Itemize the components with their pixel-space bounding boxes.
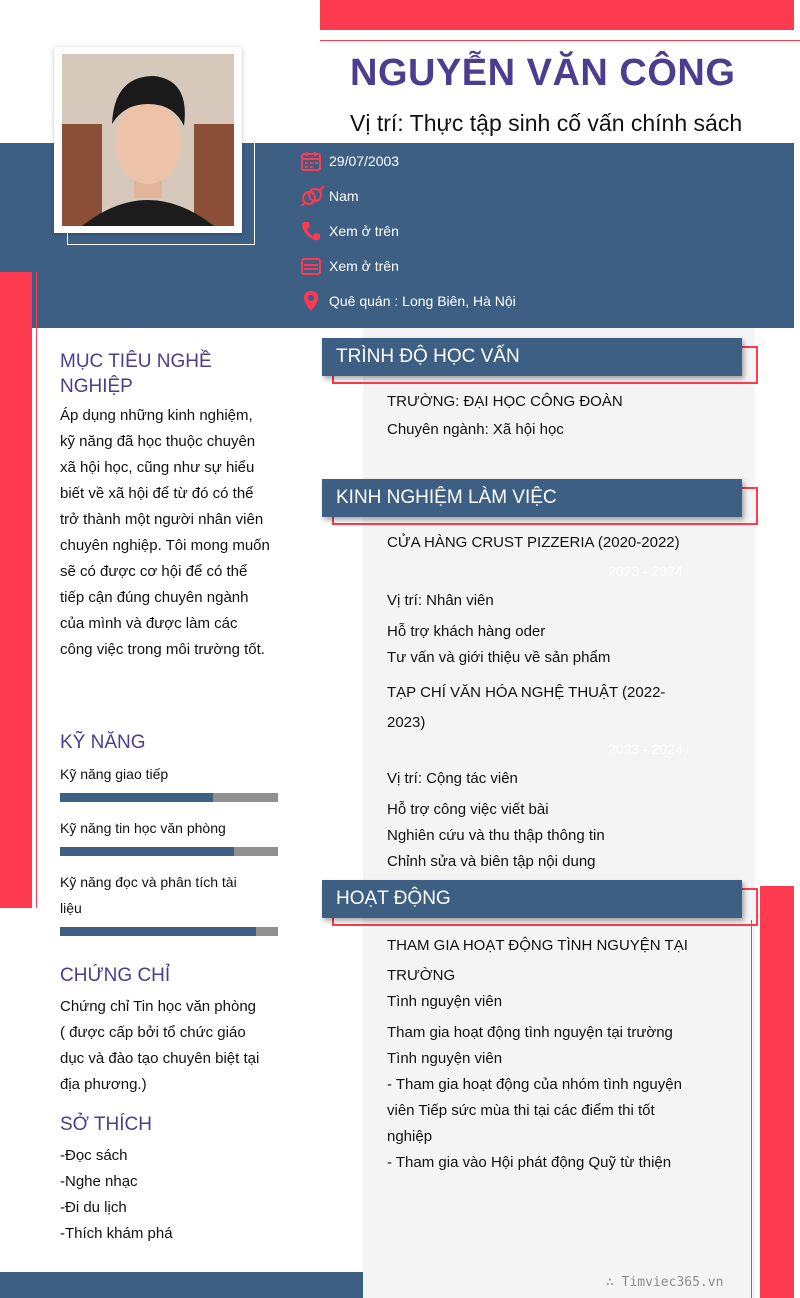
email-row — [300, 254, 399, 278]
job-1-dates: 2023 - 2024 — [608, 563, 683, 579]
email-value: Xem ở trên — [329, 258, 399, 274]
full-name: NGUYỄN VĂN CÔNG — [350, 52, 736, 94]
certificates-title: CHỨNG CHỈ — [60, 965, 171, 986]
job-2-company: TẠP CHÍ VĂN HÓA NGHỆ THUẬT (2022-2023) — [387, 684, 666, 731]
right-red-bar — [760, 886, 794, 1298]
activity-line: Tình nguyện viên — [387, 1050, 503, 1067]
job-1-role: Vị trí: Nhân viên — [387, 592, 494, 609]
hobbies-title: SỞ THÍCH — [60, 1114, 152, 1135]
job-1-company: CỬA HÀNG CRUST PIZZERIA (2020-2022) — [387, 534, 680, 551]
objective-title: MỤC TIÊU NGHỀ NGHIỆP — [60, 351, 212, 397]
job-2-task: Hỗ trợ công việc viết bài — [387, 801, 549, 818]
skills-title: KỸ NĂNG — [60, 732, 146, 753]
phone-row — [300, 219, 399, 243]
hobby-item: -Nghe nhạc — [60, 1173, 138, 1190]
phone-icon — [300, 220, 322, 242]
hometown-value: Quê quán : Long Biên, Hà Nội — [329, 293, 516, 309]
gender-icon — [300, 185, 326, 207]
email-icon — [300, 255, 322, 277]
birthday-row — [300, 149, 399, 173]
education-major: Chuyên ngành: Xã hội học — [387, 421, 564, 438]
job-2-role: Vị trí: Cộng tác viên — [387, 770, 518, 787]
education-school: TRƯỜNG: ĐẠI HỌC CÔNG ĐOÀN — [387, 393, 623, 410]
left-red-bar — [0, 272, 32, 908]
birthday-value: 29/07/2003 — [329, 153, 400, 169]
skill-bar-3 — [60, 927, 278, 936]
avatar-illustration — [62, 54, 234, 226]
hobby-item: -Đọc sách — [60, 1147, 128, 1164]
gender-row — [300, 184, 359, 208]
hometown-row — [300, 289, 516, 313]
location-pin-icon — [300, 290, 322, 312]
skill-bar-2 — [60, 847, 278, 856]
skill-name-1: Kỹ năng giao tiếp — [60, 766, 169, 782]
activities-header: HOẠT ĐỘNG — [322, 880, 742, 918]
activity-role: Tình nguyện viên — [387, 993, 503, 1010]
site-watermark: ∴ Timviec365.vn — [606, 1275, 724, 1290]
skill-name-3: Kỹ năng đọc và phân tích tài liệu — [60, 874, 237, 916]
skill-name-2: Kỹ năng tin học văn phòng — [60, 820, 226, 836]
job-position: Vị trí: Thực tập sinh cố vấn chính sách — [350, 110, 743, 136]
calendar-icon — [300, 150, 322, 172]
activity-line: Tham gia hoạt động tình nguyện tại trường — [387, 1024, 673, 1041]
top-red-bar — [320, 0, 794, 30]
certificates-text: Chứng chỉ Tin học văn phòng ( được cấp bởi tổ chức giáo dục và đào tạo chuyên biệt tại địa phương.) — [60, 998, 260, 1093]
objective-text: Áp dụng những kinh nghiệm, kỹ năng đã học thuộc chuyên xã hội học, cũng như sự hiểu biết về xã hội để từ đó có thể trở thành một người nhân viên chuyên nghiệp. Tôi mong muốn sẽ có được cơ hội để có thể tiếp cận đúng chuyên ngành của mình và được làm các công việc trong môi trường tốt. — [60, 407, 270, 658]
phone-value: Xem ở trên — [329, 223, 399, 239]
avatar — [62, 54, 234, 226]
job-1-task: Tư vấn và giới thiệu về sản phẩm — [387, 649, 611, 666]
job-2-task: Nghiên cứu và thu thập thông tin — [387, 827, 605, 844]
job-2-task: Chỉnh sửa và biên tập nội dung — [387, 853, 596, 870]
left-red-line — [36, 272, 37, 908]
education-header: TRÌNH ĐỘ HỌC VẤN — [322, 338, 742, 376]
activity-line: - Tham gia hoạt động của nhóm tình nguyện viên Tiếp sức mùa thi tại các điểm thi tốt nghiệp — [387, 1076, 682, 1145]
hobby-item: -Đi du lịch — [60, 1199, 127, 1216]
activity-organization: THAM GIA HOẠT ĐỘNG TÌNH NGUYỆN TẠI TRƯỜNG — [387, 937, 688, 984]
bottom-blue-bar — [0, 1272, 363, 1298]
gender-value: Nam — [329, 188, 359, 204]
activity-line: - Tham gia vào Hội phát động Quỹ từ thiện — [387, 1154, 672, 1171]
skill-fill-1 — [60, 793, 213, 802]
skill-bar-1 — [60, 793, 278, 802]
top-red-line — [320, 40, 800, 41]
hobby-item: -Thích khám phá — [60, 1225, 173, 1242]
right-red-line — [751, 920, 752, 1298]
job-2-dates: 2023 - 2024 — [608, 741, 683, 757]
experience-header: KINH NGHIỆM LÀM VIỆC — [322, 479, 742, 517]
job-1-task: Hỗ trợ khách hàng oder — [387, 623, 546, 640]
skill-fill-2 — [60, 847, 234, 856]
skill-fill-3 — [60, 927, 256, 936]
